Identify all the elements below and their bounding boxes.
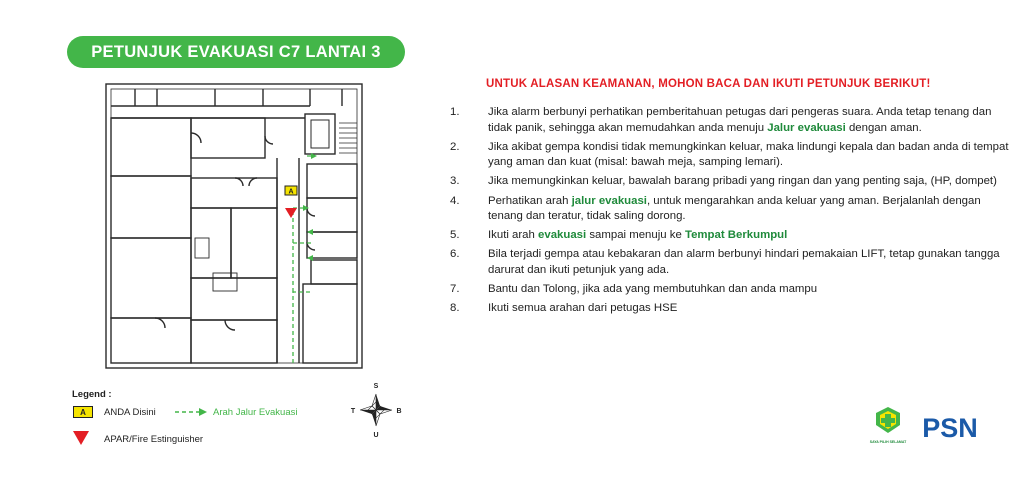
instruction-number: 5. [450, 229, 460, 242]
instruction-text: Ikuti arah [488, 229, 539, 242]
instruction-text: Bila terjadi gempa atau kebakaran dan alarm berbunyi hindari pemakaian LIFT, tetap gunakan tangga darurat dan ikuti petunjuk yang ada. [488, 248, 1000, 276]
legend [68, 384, 368, 464]
legend-apar-icon [73, 431, 89, 445]
instruction-text: Jika alarm berbunyi perhatikan pemberitahuan petugas dari pengeras suara. Anda tetap tenang dan tidak panik, sehingga akan memudahkan anda menuju [488, 106, 992, 134]
safety-headline: UNTUK ALASAN KEAMANAN, MOHON BACA DAN IKUTI PETUNJUK BERIKUT! [486, 78, 931, 90]
instruction-item [450, 174, 1010, 190]
compass-west: T [350, 408, 356, 415]
svg-text:PSN: PSN [922, 413, 978, 442]
instruction-number: 8. [450, 302, 460, 315]
legend-you-are-here: ANDA Disini [104, 407, 156, 418]
floor-plan [95, 78, 371, 378]
instruction-text: dengan aman. [845, 121, 922, 134]
instruction-highlight: Jalur evakuasi [767, 121, 846, 134]
instruction-item [450, 140, 1010, 171]
route-arrows [303, 153, 317, 261]
instruction-text: Perhatikan arah [488, 194, 572, 207]
instruction-item [450, 228, 1010, 244]
instruction-text: Ikuti semua arahan dari petugas HSE [488, 302, 678, 315]
spl-logo [866, 403, 910, 447]
legend-title: Legend : [72, 389, 112, 400]
instruction-highlight: Tempat Berkumpul [684, 229, 788, 242]
page-title: PETUNJUK EVAKUASI C7 LANTAI 3 [67, 36, 405, 68]
spl-logo-text: SAYA PILIH SELAMAT [869, 440, 907, 444]
instruction-text: , untuk mengarahkan anda keluar yang aman. Berjalanlah dengan tenang dan teratur, tidak saling dorong. [488, 194, 981, 223]
instruction-number: 7. [450, 283, 460, 296]
instruction-list [450, 105, 1010, 321]
instruction-highlight: evakuasi [538, 229, 587, 242]
instruction-text: Bantu dan Tolong, jika ada yang membutuhkan dan anda mampu [488, 283, 818, 296]
outer-wall [106, 84, 362, 368]
instruction-number: 1. [450, 106, 460, 118]
instruction-item [450, 105, 1010, 136]
instruction-text: Jika akibat gempa kondisi tidak memungkinkan keluar, maka lindungi kepala dan badan anda di tempat yang aman dan kuat (misal: bawah meja, samping lemari). [488, 140, 1009, 169]
legend-route-arrow [174, 406, 208, 418]
legend-marker-badge: A [73, 406, 93, 418]
svg-text:A: A [288, 188, 294, 196]
room [111, 118, 191, 176]
instruction-text: Jika memungkinkan keluar, bawalah barang pribadi yang ringan dan yang penting saja, (HP, dompet) [488, 175, 997, 188]
compass-east: B [396, 408, 402, 415]
instruction-highlight: jalur evakuasi [571, 194, 647, 207]
psn-logo [918, 410, 982, 442]
instruction-item [450, 301, 1010, 317]
instruction-item [450, 282, 1010, 298]
instruction-item [450, 247, 1010, 278]
instruction-text: sampai menuju ke [586, 229, 685, 242]
apar-marker [285, 208, 297, 218]
legend-evac-route: Arah Jalur Evakuasi [213, 407, 298, 418]
instruction-number: 6. [450, 248, 460, 261]
instruction-number: 2. [450, 140, 460, 153]
legend-apar: APAR/Fire Estinguisher [104, 434, 204, 445]
instruction-number: 4. [450, 194, 460, 207]
compass-south: U [373, 432, 379, 438]
instruction-number: 3. [450, 175, 460, 188]
compass-north: S [373, 383, 379, 390]
instruction-item [450, 194, 1010, 225]
compass-icon [348, 380, 404, 438]
